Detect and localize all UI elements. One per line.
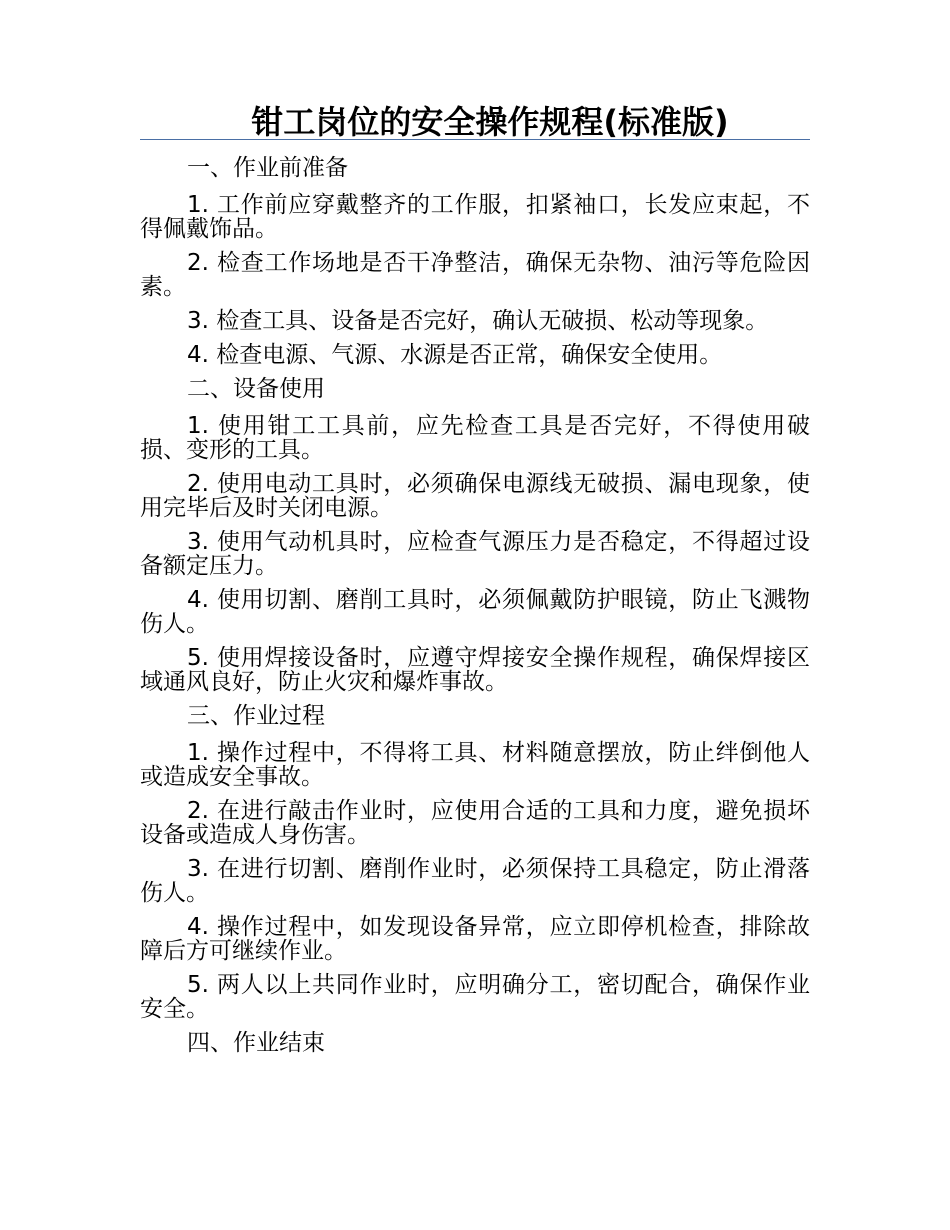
section-1-item-2: 2. 检查工作场地是否干净整洁，确保无杂物、油污等危险因素。 xyxy=(140,250,810,300)
section-heading-3: 三、作业过程 xyxy=(187,703,325,729)
section-heading-4: 四、作业结束 xyxy=(187,1030,325,1056)
section-2-item-3: 3. 使用气动机具时，应检查气源压力是否稳定，不得超过设备额定压力。 xyxy=(140,529,810,579)
section-2-item-4: 4. 使用切割、磨削工具时，必须佩戴防护眼镜，防止飞溅物伤人。 xyxy=(140,587,810,637)
section-3-item-3: 3. 在进行切割、磨削作业时，必须保持工具稳定，防止滑落伤人。 xyxy=(140,856,810,906)
section-3-item-4: 4. 操作过程中，如发现设备异常，应立即停机检查，排除故障后方可继续作业。 xyxy=(140,914,810,964)
title-underline xyxy=(140,139,810,140)
section-3-item-2: 2. 在进行敲击作业时，应使用合适的工具和力度，避免损坏设备或造成人身伤害。 xyxy=(140,798,810,848)
section-heading-2: 二、设备使用 xyxy=(187,376,325,402)
document-title: 钳工岗位的安全操作规程(标准版) xyxy=(251,103,729,141)
section-2-item-5: 5. 使用焊接设备时，应遵守焊接安全操作规程，确保焊接区域通风良好，防止火灾和爆炸事故。 xyxy=(140,645,810,695)
section-1-item-1: 1. 工作前应穿戴整齐的工作服，扣紧袖口，长发应束起，不得佩戴饰品。 xyxy=(140,192,810,242)
section-heading-1: 一、作业前准备 xyxy=(187,155,348,181)
section-2-item-2: 2. 使用电动工具时，必须确保电源线无破损、漏电现象，使用完毕后及时关闭电源。 xyxy=(140,471,810,521)
section-2-item-1: 1. 使用钳工工具前，应先检查工具是否完好，不得使用破损、变形的工具。 xyxy=(140,413,810,463)
section-1-item-4: 4. 检查电源、气源、水源是否正常，确保安全使用。 xyxy=(187,342,723,368)
document-body xyxy=(140,156,810,1068)
section-3-item-1: 1. 操作过程中，不得将工具、材料随意摆放，防止绊倒他人或造成安全事故。 xyxy=(140,740,810,790)
section-3-item-5: 5. 两人以上共同作业时，应明确分工，密切配合，确保作业安全。 xyxy=(140,972,810,1022)
section-1-item-3: 3. 检查工具、设备是否完好，确认无破损、松动等现象。 xyxy=(187,308,769,334)
